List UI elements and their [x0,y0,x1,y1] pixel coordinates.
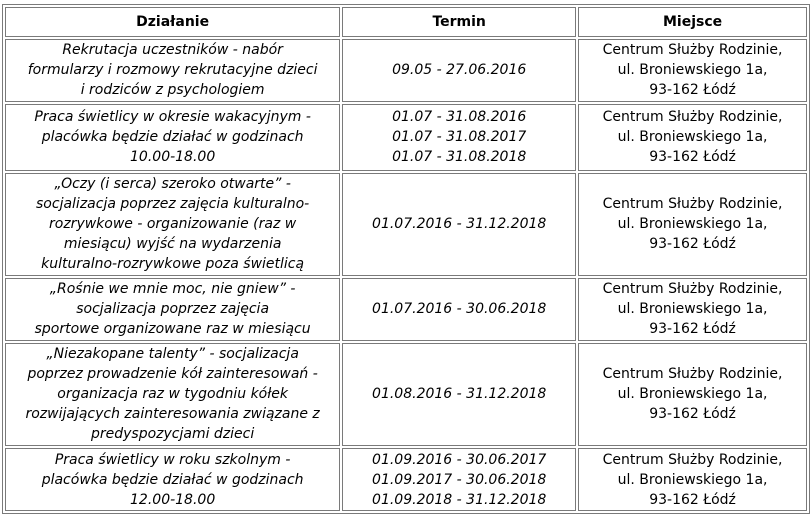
cell-dzialanie [5,278,340,341]
miejsce-line: ul. Broniewskiego 1a, [617,301,768,318]
miejsce-line: Centrum Służby Rodzinie, [602,109,783,126]
cell-dzialanie [5,343,340,446]
dzialanie-line: predyspozycjami dzieci [90,426,255,443]
dzialanie-line: Praca świetlicy w roku szkolnym - [54,451,291,468]
dzialanie-line: rozwijających zainteresowania związane z [25,406,320,423]
termin-line: 01.07.2016 - 30.06.2018 [372,301,547,318]
cell-miejsce [578,278,807,341]
dzialanie-line: formularzy i rozmowy rekrutacyjne dzieci [27,62,318,79]
cell-miejsce [578,343,807,446]
table-row [5,343,807,446]
termin-line: 01.07 - 31.08.2016 [392,109,527,126]
dzialanie-line: socjalizacja poprzez zajęcia kulturalno- [36,196,310,213]
termin-line: 01.09.2016 - 30.06.2017 [372,451,547,468]
termin-line: 09.05 - 27.06.2016 [392,62,527,79]
cell-termin [342,39,576,102]
header-termin: Termin [342,7,576,37]
cell-termin [342,173,576,276]
dzialanie-line: 10.00-18.00 [130,149,216,166]
dzialanie-line: socjalizacja poprzez zajęcia [76,301,270,318]
termin-line: 01.07 - 31.08.2018 [392,149,527,166]
cell-miejsce [578,173,807,276]
cell-termin [342,104,576,171]
schedule-table-frame [2,4,810,514]
miejsce-line: ul. Broniewskiego 1a, [617,386,768,403]
miejsce-line: 93-162 Łódź [649,82,736,99]
miejsce-line: 93-162 Łódź [649,321,736,338]
header-miejsce: Miejsce [578,7,807,37]
miejsce-line: 93-162 Łódź [649,406,736,423]
cell-dzialanie [5,448,340,511]
dzialanie-line: „Rośnie we mnie moc, nie gniew” - [49,281,296,298]
dzialanie-line: poprzez prowadzenie kół zainteresowań - [27,366,318,383]
header-row [5,7,807,37]
table-row [5,448,807,511]
cell-miejsce [578,104,807,171]
cell-miejsce [578,448,807,511]
miejsce-line: 93-162 Łódź [649,491,736,508]
miejsce-line: Centrum Służby Rodzinie, [602,281,783,298]
cell-dzialanie [5,173,340,276]
miejsce-line: ul. Broniewskiego 1a, [617,216,768,233]
dzialanie-line: Praca świetlicy w okresie wakacyjnym - [34,109,311,126]
dzialanie-line: „Oczy (i serca) szeroko otwarte” - [54,176,291,193]
miejsce-line: 93-162 Łódź [649,236,736,253]
miejsce-line: Centrum Służby Rodzinie, [602,42,783,59]
dzialanie-line: 12.00-18.00 [130,491,216,508]
dzialanie-line: Rekrutacja uczestników - nabór [62,42,283,59]
cell-termin [342,278,576,341]
miejsce-line: Centrum Służby Rodzinie, [602,451,783,468]
termin-line: 01.09.2017 - 30.06.2018 [372,471,547,488]
miejsce-line: ul. Broniewskiego 1a, [617,62,768,79]
termin-line: 01.07 - 31.08.2017 [392,129,527,146]
termin-line: 01.08.2016 - 31.12.2018 [372,386,547,403]
dzialanie-line: organizacja raz w tygodniu kółek [57,386,288,403]
dzialanie-line: miesiącu) wyjść na wydarzenia [63,236,282,253]
miejsce-line: Centrum Służby Rodzinie, [602,366,783,383]
table-row [5,278,807,341]
table-row [5,39,807,102]
miejsce-line: ul. Broniewskiego 1a, [617,471,768,488]
dzialanie-line: i rodziców z psychologiem [80,82,265,99]
dzialanie-line: placówka będzie działać w godzinach [41,471,304,488]
cell-dzialanie [5,104,340,171]
cell-dzialanie [5,39,340,102]
miejsce-line: ul. Broniewskiego 1a, [617,129,768,146]
miejsce-line: 93-162 Łódź [649,149,736,166]
header-dzialanie: Działanie [5,7,340,37]
cell-termin [342,448,576,511]
dzialanie-line: placówka będzie działać w godzinach [41,129,304,146]
termin-line: 01.09.2018 - 31.12.2018 [372,491,547,508]
schedule-table [3,5,809,513]
dzialanie-line: „Niezakopane talenty” - socjalizacja [46,346,299,363]
cell-miejsce [578,39,807,102]
miejsce-line: Centrum Służby Rodzinie, [602,196,783,213]
dzialanie-line: kulturalno-rozrywkowe poza świetlicą [41,256,305,273]
cell-termin [342,343,576,446]
dzialanie-line: rozrywkowe - organizowanie (raz w [49,216,297,233]
termin-line: 01.07.2016 - 31.12.2018 [372,216,547,233]
table-row [5,104,807,171]
dzialanie-line: sportowe organizowane raz w miesiącu [34,321,311,338]
table-row [5,173,807,276]
